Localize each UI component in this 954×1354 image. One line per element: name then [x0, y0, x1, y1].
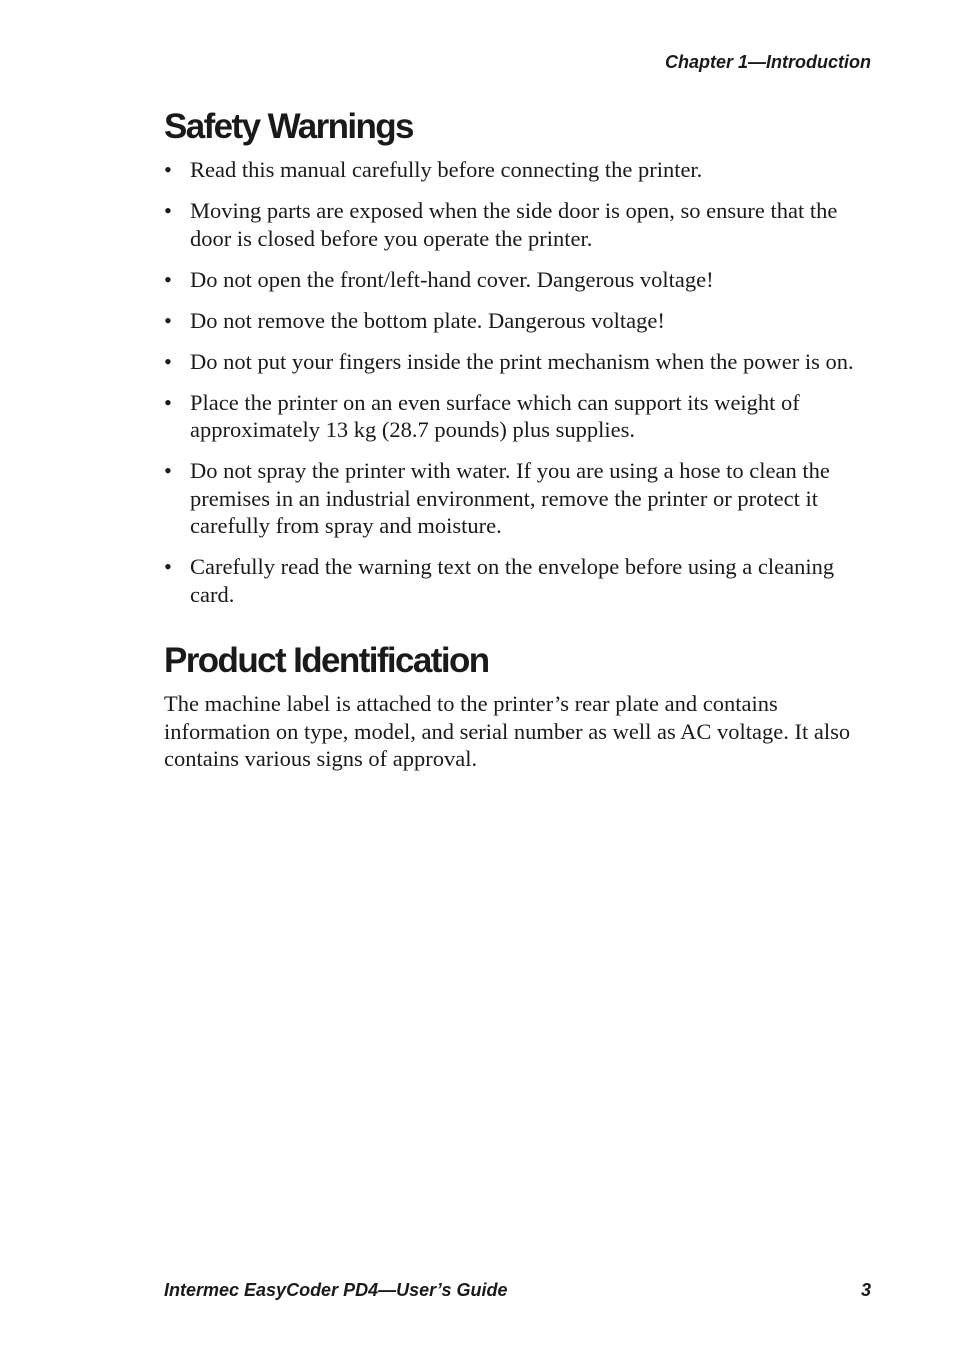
bullet-icon: •	[164, 554, 172, 579]
list-item-text: Moving parts are exposed when the side door is open, so ensure that the door is closed before you operate the printer.	[190, 198, 838, 251]
product-identification-heading: Product Identification	[164, 641, 489, 680]
page-content	[164, 104, 874, 773]
bullet-icon: •	[164, 157, 172, 182]
bullet-icon: •	[164, 389, 172, 415]
running-head: Chapter 1—Introduction	[665, 52, 871, 72]
product-identification-section	[164, 638, 874, 773]
list-item	[164, 307, 874, 335]
list-item	[164, 457, 874, 540]
bullet-icon: •	[164, 458, 172, 483]
list-item-text: Do not open the front/left-hand cover. Dangerous voltage!	[190, 266, 714, 292]
bullet-icon: •	[164, 348, 172, 374]
product-identification-body: The machine label is attached to the printer’s rear plate and contains information on type, model, and serial number as well as AC voltage. It also contains various signs of approval.	[164, 691, 851, 771]
list-item	[164, 389, 874, 444]
list-item-text: Read this manual carefully before connecting the printer.	[190, 157, 703, 182]
safety-warnings-section	[164, 104, 874, 608]
list-item	[164, 266, 874, 294]
bullet-icon: •	[164, 198, 172, 223]
list-item	[164, 553, 874, 608]
bullet-icon: •	[164, 266, 172, 292]
list-item-text: Carefully read the warning text on the envelope before using a cleaning card.	[190, 554, 835, 607]
bullet-icon: •	[164, 307, 172, 333]
page-number: 3	[860, 1280, 871, 1300]
safety-warnings-list	[164, 156, 874, 608]
list-item	[164, 348, 874, 376]
list-item-text: Place the printer on an even surface which can support its weight of approximately 13 kg (28.7 pounds) plus supplies.	[190, 389, 800, 442]
list-item	[164, 156, 874, 184]
list-item-text: Do not spray the printer with water. If you are using a hose to clean the premises in an industrial environment, remove the printer or protect it carefully from spray and moisture.	[190, 458, 830, 538]
list-item-text: Do not put your fingers inside the print mechanism when the power is on.	[190, 348, 854, 374]
safety-warnings-heading: Safety Warnings	[164, 107, 413, 146]
list-item	[164, 197, 874, 252]
list-item-text: Do not remove the bottom plate. Dangerous voltage!	[190, 307, 665, 333]
footer-guide-title: Intermec EasyCoder PD4—User’s Guide	[164, 1280, 508, 1300]
